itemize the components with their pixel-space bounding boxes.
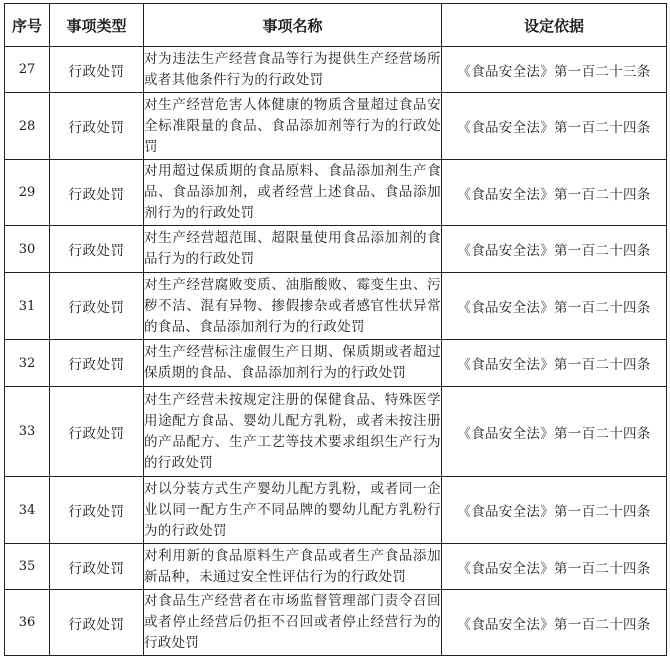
row-seq: 33	[5, 387, 50, 477]
row-type: 行政处罚	[50, 544, 144, 590]
row-type: 行政处罚	[50, 387, 144, 477]
row-basis: 《食品安全法》第一百二十四条	[442, 590, 667, 656]
row-name: 对生产经营腐败变质、油脂酸败、霉变生虫、污秽不洁、混有异物、掺假掺杂或者感官性状异常的食品、食品添加剂行为的行政处罚	[144, 273, 442, 340]
row-basis: 《食品安全法》第一百二十四条	[442, 387, 667, 477]
row-type: 行政处罚	[50, 93, 144, 160]
row-seq: 28	[5, 93, 50, 160]
table-row	[5, 477, 667, 544]
row-name: 对为违法生产经营食品等行为提供生产经营场所或者其他条件行为的行政处罚	[144, 47, 442, 93]
row-basis: 《食品安全法》第一百二十四条	[442, 226, 667, 273]
table-header-row	[5, 4, 667, 47]
row-seq: 35	[5, 544, 50, 590]
row-type: 行政处罚	[50, 226, 144, 273]
row-type: 行政处罚	[50, 273, 144, 340]
row-basis: 《食品安全法》第一百二十四条	[442, 544, 667, 590]
header-seq: 序号	[5, 4, 50, 47]
row-name: 对食品生产经营者在市场监督管理部门责令召回或者停止经营后仍拒不召回或者停止经营行为的行政处罚	[144, 590, 442, 656]
row-seq: 34	[5, 477, 50, 544]
row-basis: 《食品安全法》第一百二十四条	[442, 160, 667, 226]
table-row	[5, 544, 667, 590]
row-type: 行政处罚	[50, 590, 144, 656]
item-table	[4, 3, 667, 656]
row-name: 对以分装方式生产婴幼儿配方乳粉，或者同一企业以同一配方生产不同品牌的婴幼儿配方乳粉行为的行政处罚	[144, 477, 442, 544]
header-type: 事项类型	[50, 4, 144, 47]
table-row	[5, 340, 667, 387]
header-basis: 设定依据	[442, 4, 667, 47]
table-row	[5, 226, 667, 273]
row-name: 对利用新的食品原料生产食品或者生产食品添加新品种，未通过安全性评估行为的行政处罚	[144, 544, 442, 590]
row-type: 行政处罚	[50, 160, 144, 226]
row-seq: 31	[5, 273, 50, 340]
row-type: 行政处罚	[50, 340, 144, 387]
row-seq: 29	[5, 160, 50, 226]
row-basis: 《食品安全法》第一百二十四条	[442, 477, 667, 544]
table-row	[5, 273, 667, 340]
table-row	[5, 47, 667, 93]
row-basis: 《食品安全法》第一百二十四条	[442, 273, 667, 340]
row-seq: 30	[5, 226, 50, 273]
header-name: 事项名称	[144, 4, 442, 47]
row-name: 对用超过保质期的食品原料、食品添加剂生产食品、食品添加剂，或者经营上述食品、食品添加剂行为的行政处罚	[144, 160, 442, 226]
table-row	[5, 93, 667, 160]
table-row	[5, 590, 667, 656]
row-basis: 《食品安全法》第一百二十四条	[442, 93, 667, 160]
row-seq: 27	[5, 47, 50, 93]
table-row	[5, 160, 667, 226]
row-name: 对生产经营标注虚假生产日期、保质期或者超过保质期的食品、食品添加剂行为的行政处罚	[144, 340, 442, 387]
row-seq: 36	[5, 590, 50, 656]
table-row	[5, 387, 667, 477]
row-name: 对生产经营危害人体健康的物质含量超过食品安全标准限量的食品、食品添加剂等行为的行政处罚	[144, 93, 442, 160]
row-type: 行政处罚	[50, 477, 144, 544]
row-basis: 《食品安全法》第一百二十四条	[442, 340, 667, 387]
row-type: 行政处罚	[50, 47, 144, 93]
row-basis: 《食品安全法》第一百二十三条	[442, 47, 667, 93]
row-name: 对生产经营未按规定注册的保健食品、特殊医学用途配方食品、婴幼儿配方乳粉，或者未按注册的产品配方、生产工艺等技术要求组织生产行为的行政处罚	[144, 387, 442, 477]
row-seq: 32	[5, 340, 50, 387]
row-name: 对生产经营超范围、超限量使用食品添加剂的食品行为的行政处罚	[144, 226, 442, 273]
